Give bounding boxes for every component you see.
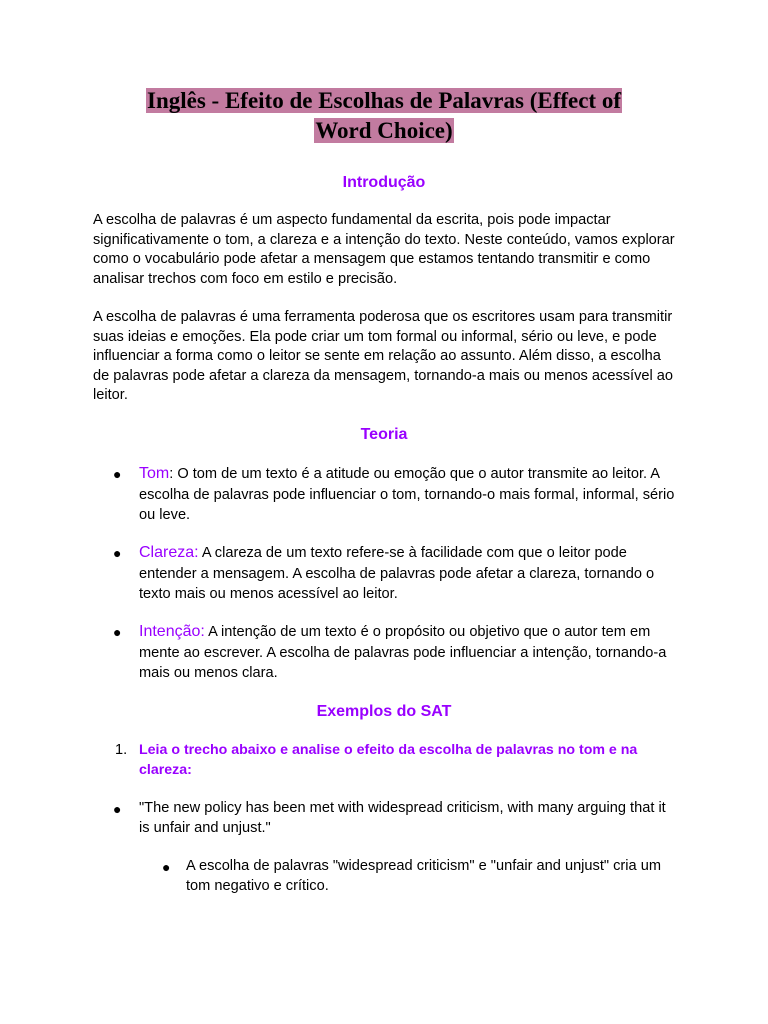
bullet-icon: ● (113, 545, 122, 561)
theory-item-tom (139, 464, 679, 526)
sat-question: Leia o trecho abaixo e analise o efeito da escolha de palavras no tom e na clareza: (139, 742, 638, 778)
theory-definition: O tom de um texto é a atitude ou emoção que o autor transmite ao leitor. A escolha de palavras pode influenciar o tom, tornando-o mais formal, informal, sério ou leve. (139, 466, 675, 523)
theory-term-separator: : (169, 466, 174, 482)
theory-definition: A clareza de um texto refere-se à facilidade com que o leitor pode entender a mensagem. A escolha de palavras pode afetar a clareza, tornando o texto mais ou menos acessível ao leitor. (139, 545, 655, 602)
bullet-icon: ● (113, 624, 122, 640)
document-title-line2: Word Choice) (315, 118, 453, 143)
intro-heading: Introdução (342, 174, 426, 191)
theory-term: Clareza: (139, 544, 199, 561)
theory-term: Intenção: (139, 623, 205, 640)
document-title (0, 86, 768, 146)
question-number: 1. (115, 742, 128, 758)
bullet-icon: ● (113, 466, 122, 482)
theory-heading: Teoria (360, 426, 408, 443)
intro-paragraph-2: A escolha de palavras é uma ferramenta poderosa que os escritores usam para transmitir suas ideias e emoções. Ela pode criar um tom formal ou informal, sério ou leve, e pode influenciar a forma como o leitor se sente em relação ao assunto. Além disso, a escolha de palavras pode afetar a clareza da mensagem, tornando-a mais ou menos acessível ao leitor. (93, 309, 674, 404)
theory-term: Tom (139, 465, 170, 482)
theory-item-intencao (139, 622, 679, 684)
theory-definition: A intenção de um texto é o propósito ou objetivo que o autor tem em mente ao escrever. A escolha de palavras pode influenciar a intenção, tornando-a mais ou menos clara. (139, 624, 667, 681)
document-title-line1: Inglês - Efeito de Escolhas de Palavras (Effect of (147, 88, 621, 113)
sat-quote: "The new policy has been met with widespread criticism, with many arguing that it is unfair and unjust." (139, 800, 666, 836)
bullet-icon: ● (113, 801, 122, 817)
bullet-icon: ● (162, 859, 171, 875)
sat-analysis: A escolha de palavras "widespread criticism" e "unfair and unjust" cria um tom negativo e crítico. (186, 858, 661, 894)
theory-item-clareza (139, 543, 679, 605)
intro-paragraph-1: A escolha de palavras é um aspecto fundamental da escrita, pois pode impactar significativamente o tom, a clareza e a intenção do texto. Neste conteúdo, vamos explorar como o vocabulário pode afetar a mensagem que estamos tentando transmitir e como analisar trechos com foco em estilo e precisão. (93, 212, 675, 287)
sat-heading: Exemplos do SAT (316, 703, 452, 720)
